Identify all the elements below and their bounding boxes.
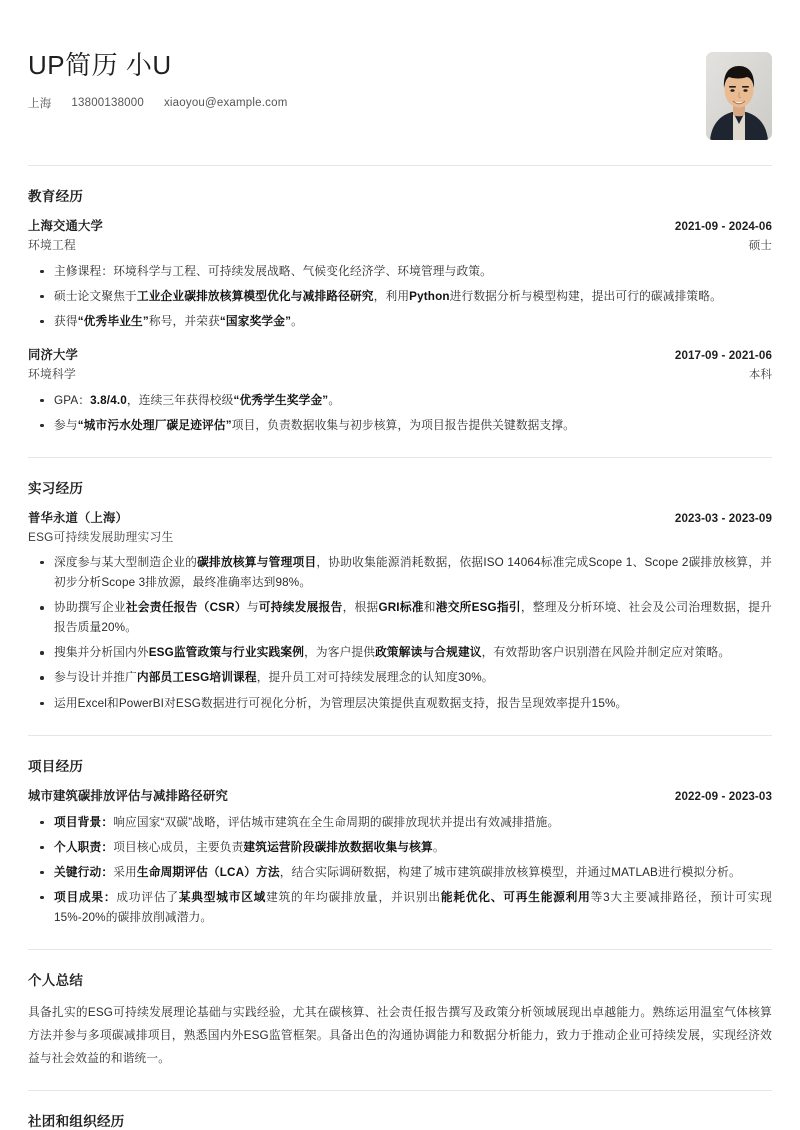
- education-entry: [28, 347, 772, 436]
- entry-header-row: [28, 218, 772, 236]
- section-divider: [28, 735, 772, 736]
- project-entry: [28, 788, 772, 928]
- entry-organization: 普华永道（上海）: [28, 510, 128, 525]
- bullet-item: 搜集并分析国内外ESG监管政策与行业实践案例，为客户提供政策解读与合规建议，有效帮助客户识别潜在风险并制定应对策略。: [28, 643, 772, 663]
- summary-paragraph: 具备扎实的ESG可持续发展理论基础与实践经验，尤其在碳核算、社会责任报告撰写及政策分析领域展现出卓越能力。熟练运用温室气体核算方法并参与多项碳减排项目，熟悉国内外ESG监管框架。具备出色的沟通协调能力和数据分析能力，致力于推动企业可持续发展，实现经济效益与社会效益的和谐统一。: [28, 1006, 772, 1065]
- entry-date-range: 2017-09 - 2021-06: [674, 349, 772, 362]
- section-divider: [28, 1090, 772, 1091]
- section-divider: [28, 457, 772, 458]
- bullet-item: GPA：3.8/4.0，连续三年获得校级“优秀学生奖学金”。: [28, 391, 772, 411]
- bullet-item: 深度参与某大型制造企业的碳排放核算与管理项目，协助收集能源消耗数据，依据ISO 14064标准完成Scope 1、Scope 2碳排放核算，并初步分析Scope 3排放源，最终准确率达到98%。: [28, 553, 772, 593]
- entry-header-row: [28, 510, 772, 528]
- bullet-item: 运用Excel和PowerBI对ESG数据进行可视化分析，为管理层决策提供直观数据支持，报告呈现效率提升15%。: [28, 694, 772, 714]
- section-internship: [28, 438, 772, 714]
- entry-sub-row: [28, 529, 772, 546]
- section-divider: [28, 165, 772, 166]
- entry-degree: 本科: [748, 367, 772, 381]
- entry-major: 环境工程: [28, 237, 76, 252]
- bullet-item: 项目背景：响应国家“双碳”战略，评估城市建筑在全生命周期的碳排放现状并提出有效减排措施。: [28, 813, 772, 833]
- contact-location: 上海: [28, 98, 52, 111]
- section-title-education: 教育经历: [28, 189, 84, 204]
- entry-header-row: [28, 347, 772, 365]
- bullet-item: 个人职责：项目核心成员，主要负责建筑运营阶段碳排放数据收集与核算。: [28, 838, 772, 858]
- section-organizations: [28, 1071, 772, 1130]
- entry-organization: 上海交通大学: [28, 219, 103, 233]
- bullet-item: 协助撰写企业社会责任报告（CSR）与可持续发展报告，根据GRI标准和港交所ESG指引，整理及分析环境、社会及公司治理数据，提升报告质量20%。: [28, 598, 772, 638]
- entry-major: 环境科学: [28, 366, 76, 381]
- entry-sub-row: [28, 366, 772, 384]
- avatar: [706, 52, 772, 140]
- bullet-item: 项目成果：成功评估了某典型城市区域建筑的年均碳排放量，并识别出能耗优化、可再生能源利用等3大主要减排路径，预计可实现15%-20%的碳排放削减潜力。: [28, 888, 772, 928]
- contact-row: [28, 95, 287, 111]
- section-title-summary: 个人总结: [28, 973, 84, 989]
- entry-organization: 同济大学: [28, 348, 78, 362]
- bullet-item: 参与“城市污水处理厂碳足迹评估”项目，负责数据收集与初步核算，为项目报告提供关键数据支撑。: [28, 416, 772, 436]
- bullet-item: 主修课程：环境科学与工程、可持续发展战略、气候变化经济学、环境管理与政策。: [28, 262, 772, 282]
- portrait-photo-icon: [706, 52, 772, 140]
- bullet-item: 硕士论文聚焦于工业企业碳排放核算模型优化与减排路径研究，利用Python进行数据分析与模型构建，提出可行的碳减排策略。: [28, 287, 772, 307]
- entry-bullet-list: [28, 262, 772, 332]
- entry-bullet-list: [28, 813, 772, 929]
- page-title: UP简历 小U: [28, 50, 172, 80]
- education-entry: [28, 218, 772, 332]
- section-education: [28, 146, 772, 436]
- project-name: 城市建筑碳排放评估与减排路径研究: [28, 788, 228, 803]
- entry-header-row: [28, 788, 772, 806]
- entry-sub-row: [28, 237, 772, 255]
- entry-date-range: 2022-09 - 2023-03: [674, 789, 772, 803]
- contact-email: xiaoyou@example.com: [163, 97, 288, 110]
- entry-date-range: 2023-03 - 2023-09: [674, 511, 772, 525]
- section-title-projects: 项目经历: [28, 758, 84, 774]
- contact-phone: 13800138000: [71, 97, 144, 110]
- header-identity-block: [28, 40, 287, 111]
- bullet-item: 获得“优秀毕业生”称号，并荣获“国家奖学金”。: [28, 312, 772, 332]
- entry-role: ESG可持续发展助理实习生: [28, 529, 174, 544]
- section-divider: [28, 949, 772, 950]
- internship-entry: [28, 510, 772, 714]
- section-title-internship: 实习经历: [28, 480, 84, 496]
- entry-bullet-list: [28, 553, 772, 714]
- section-summary: [28, 930, 772, 1070]
- bullet-item: 参与设计并推广内部员工ESG培训课程，提升员工对可持续发展理念的认知度30%。: [28, 668, 772, 688]
- entry-bullet-list: [28, 391, 772, 436]
- resume-header: [28, 0, 772, 146]
- section-projects: [28, 716, 772, 928]
- entry-date-range: 2021-09 - 2024-06: [674, 220, 772, 233]
- bullet-item: 关键行动：采用生命周期评估（LCA）方法，结合实际调研数据，构建了城市建筑碳排放核算模型，并通过MATLAB进行模拟分析。: [28, 863, 772, 883]
- entry-degree: 硕士: [748, 238, 772, 252]
- section-title-organizations: 社团和组织经历: [28, 1113, 125, 1129]
